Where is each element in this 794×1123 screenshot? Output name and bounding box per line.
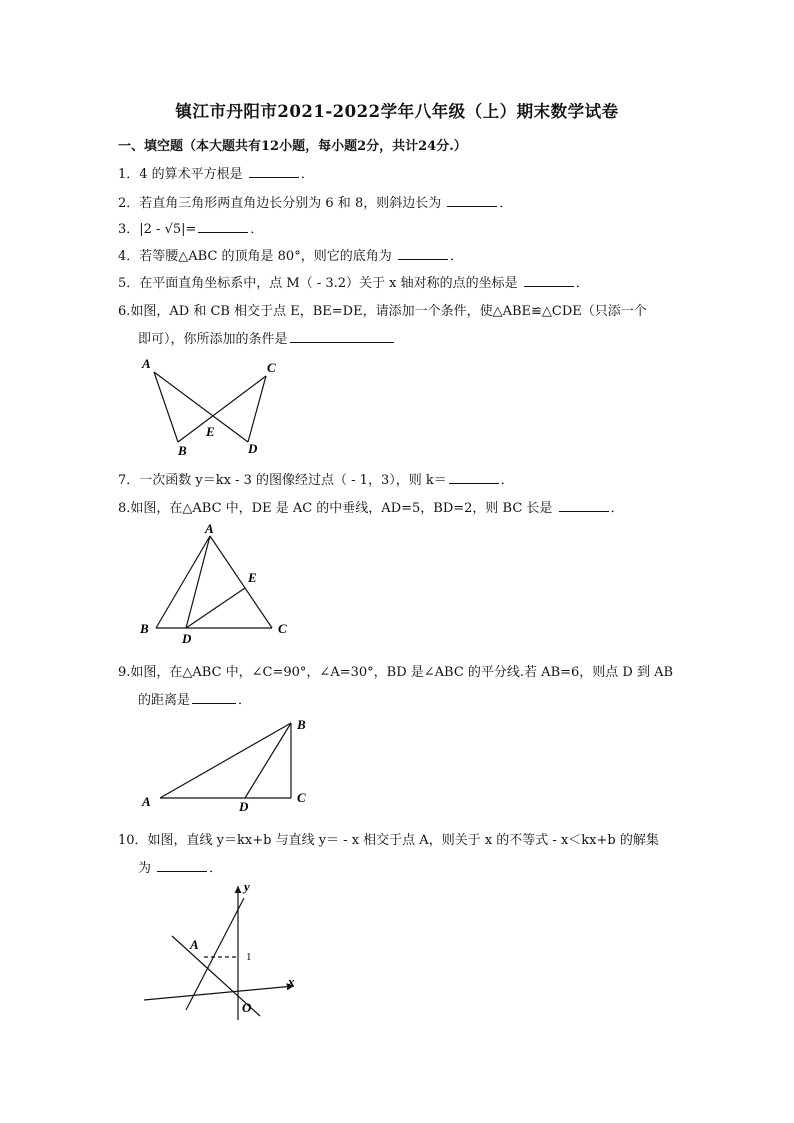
question-6-line-2	[138, 328, 396, 347]
label-e: E	[206, 424, 215, 439]
segment-bd	[245, 723, 291, 798]
question-8	[118, 497, 624, 516]
segment-cb	[178, 376, 266, 442]
question-7	[118, 469, 514, 488]
question-9-end: ．	[238, 693, 252, 708]
question-1-end: ．	[300, 167, 314, 182]
label-e: E	[248, 570, 257, 585]
label-b: B	[297, 717, 306, 732]
question-2-end: ．	[499, 196, 513, 211]
label-b: B	[178, 443, 187, 458]
question-7-end: ．	[500, 473, 514, 488]
answer-blank	[192, 691, 236, 704]
label-a: A	[142, 794, 151, 809]
question-5-text: 5．在平面直角坐标系中，点 M（ - 3.2）关于 x 轴对称的点的坐标是	[118, 276, 522, 291]
segment-cd	[248, 376, 266, 442]
label-d: D	[248, 441, 258, 456]
question-10-end: ．	[209, 861, 223, 876]
label-x: x	[288, 974, 295, 989]
label-y: y	[244, 879, 250, 894]
question-9-text: 的距离是	[138, 693, 191, 708]
question-8-text: 8.如图，在△ABC 中，DE 是 AC 的中垂线，AD=5，BD=2，则 BC 长是	[118, 501, 557, 516]
label-c: C	[297, 790, 306, 805]
segment-ab	[154, 372, 178, 442]
question-10-text: 为	[138, 861, 156, 876]
page-title: 镇江市丹阳市2021-2022学年八年级（上）期末数学试卷	[175, 102, 619, 121]
question-9-line-1: 9.如图，在△ABC 中，∠C=90°，∠A=30°，BD 是∠ABC 的平分线.若 AB=6，则点 D 到 AB	[118, 665, 674, 680]
label-o: O	[242, 1000, 252, 1015]
label-d: D	[239, 799, 249, 814]
question-4-text: 4．若等腰△ABC 的顶角是 80°，则它的底角为	[118, 249, 396, 264]
answer-blank	[290, 330, 394, 343]
question-3	[118, 218, 263, 237]
question-10-line-1: 10．如图，直线 y＝kx+b 与直线 y＝ - x 相交于点 A，则关于 x 的不等式 - x＜kx+b 的解集	[118, 833, 659, 848]
segment-ac	[210, 536, 272, 628]
question-6-text: 即可），你所添加的条件是	[138, 332, 288, 347]
answer-blank	[447, 194, 497, 207]
answer-blank	[398, 247, 448, 260]
question-9-line-2	[138, 689, 251, 708]
question-7-text: 7．一次函数 y＝kx - 3 的图像经过点（ - 1，3），则 k＝	[118, 473, 447, 488]
tick-label-1: 1	[246, 951, 252, 963]
answer-blank	[157, 859, 207, 872]
label-c: C	[267, 360, 276, 375]
answer-blank	[249, 165, 299, 178]
figure-9	[136, 714, 326, 816]
answer-blank	[198, 220, 248, 233]
figure-8	[134, 522, 304, 646]
question-2	[118, 192, 512, 211]
question-3-end: ．	[250, 222, 264, 237]
label-a: A	[205, 522, 214, 536]
label-b: B	[140, 621, 149, 636]
label-c: C	[278, 621, 287, 636]
figure-10	[136, 876, 316, 1024]
label-d: D	[182, 631, 192, 646]
segment-ad	[154, 372, 248, 442]
x-axis	[144, 986, 294, 1000]
question-4	[118, 245, 463, 264]
question-6-line-1: 6.如图，AD 和 CB 相交于点 E，BE=DE，请添加一个条件，使△ABE≌△CDE（只添一个	[118, 304, 647, 319]
question-1	[118, 163, 314, 182]
question-1-text: 1．4 的算术平方根是	[118, 167, 247, 182]
question-5-end: ．	[575, 276, 589, 291]
question-5	[118, 272, 589, 291]
question-3-text: 3．|2 - √5|=	[118, 222, 197, 237]
question-2-text: 2．若直角三角形两直角边长分别为 6 和 8，则斜边长为	[118, 196, 446, 211]
segment-ab	[160, 723, 291, 798]
section-heading: 一、填空题（本大题共有12小题，每小题2分，共计24分.）	[118, 139, 467, 154]
answer-blank	[524, 274, 574, 287]
label-a: A	[190, 937, 199, 952]
question-4-end: ．	[449, 249, 463, 264]
figure-6	[138, 356, 288, 460]
question-10-line-2	[138, 857, 222, 876]
answer-blank	[559, 499, 609, 512]
label-a: A	[142, 356, 151, 371]
answer-blank	[449, 471, 499, 484]
question-8-end: ．	[610, 501, 624, 516]
segment-ab	[156, 536, 210, 628]
